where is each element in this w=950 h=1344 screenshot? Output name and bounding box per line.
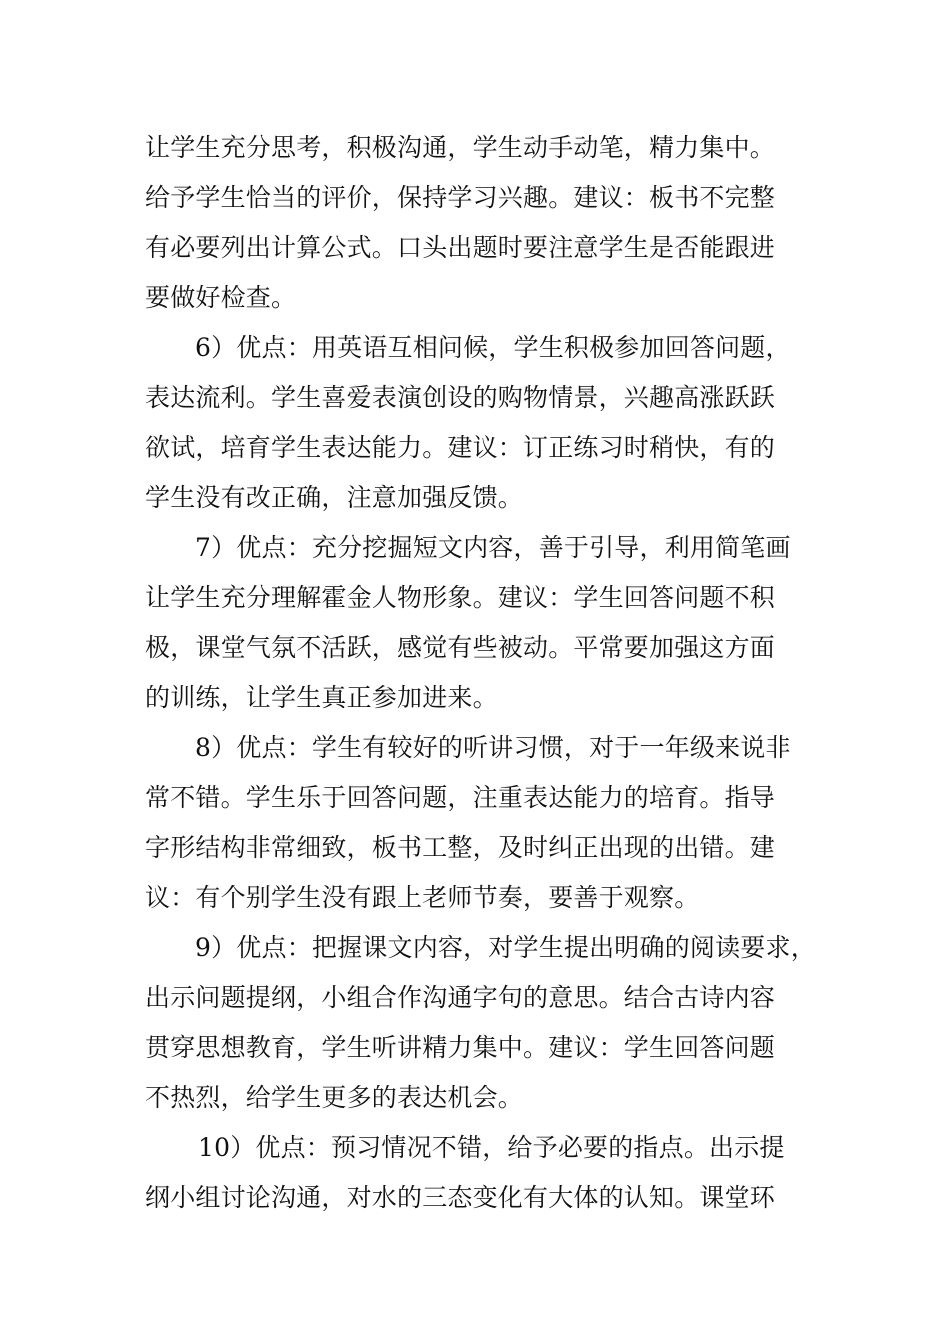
paragraph-8-line-2: 常不错。学生乐于回答问题，注重表达能力的培育。指导: [145, 783, 776, 812]
text-line-2: 给予学生恰当的评价，保持学习兴趣。建议：板书不完整: [145, 183, 776, 212]
paragraph-6-line-2: 表达流利。学生喜爱表演创设的购物情景，兴趣高涨跃跃: [145, 383, 776, 412]
paragraph-9-line-4: 不热烈，给学生更多的表达机会。: [145, 1083, 524, 1112]
paragraph-10-line-2: 纲小组讨论沟通，对水的三态变化有大体的认知。课堂环: [145, 1183, 776, 1212]
text-line-3: 有必要列出计算公式。口头出题时要注意学生是否能跟进: [145, 233, 776, 262]
paragraph-9-line-1: 9）优点：把握课文内容，对学生提出明确的阅读要求，: [195, 933, 816, 962]
paragraph-7-line-2: 让学生充分理解霍金人物形象。建议：学生回答问题不积: [145, 583, 776, 612]
paragraph-8-line-3: 字形结构非常细致，板书工整，及时纠正出现的出错。建: [145, 833, 776, 862]
paragraph-9-line-3: 贯穿思想教育，学生听讲精力集中。建议：学生回答问题: [145, 1033, 776, 1062]
paragraph-6-line-4: 学生没有改正确，注意加强反馈。: [145, 483, 524, 512]
text-line-1: 让学生充分思考，积极沟通，学生动手动笔，精力集中。: [145, 133, 776, 162]
text-line-4: 要做好检查。: [145, 283, 297, 312]
paragraph-8-line-1: 8）优点：学生有较好的听讲习惯，对于一年级来说非: [195, 733, 791, 762]
paragraph-7-line-4: 的训练，让学生真正参加进来。: [145, 683, 498, 712]
paragraph-7-line-1: 7）优点：充分挖掘短文内容，善于引导，利用简笔画: [195, 533, 791, 562]
paragraph-10-line-1: 10）优点：预习情况不错，给予必要的指点。出示提: [198, 1133, 785, 1162]
paragraph-6-line-1: 6）优点：用英语互相问候，学生积极参加回答问题，: [195, 333, 791, 362]
paragraph-6-line-3: 欲试，培育学生表达能力。建议：订正练习时稍快，有的: [145, 433, 776, 462]
paragraph-8-line-4: 议：有个别学生没有跟上老师节奏，要善于观察。: [145, 883, 700, 912]
paragraph-7-line-3: 极，课堂气氛不活跃，感觉有些被动。平常要加强这方面: [145, 633, 776, 662]
paragraph-9-line-2: 出示问题提纲，小组合作沟通字句的意思。结合古诗内容: [145, 983, 776, 1012]
